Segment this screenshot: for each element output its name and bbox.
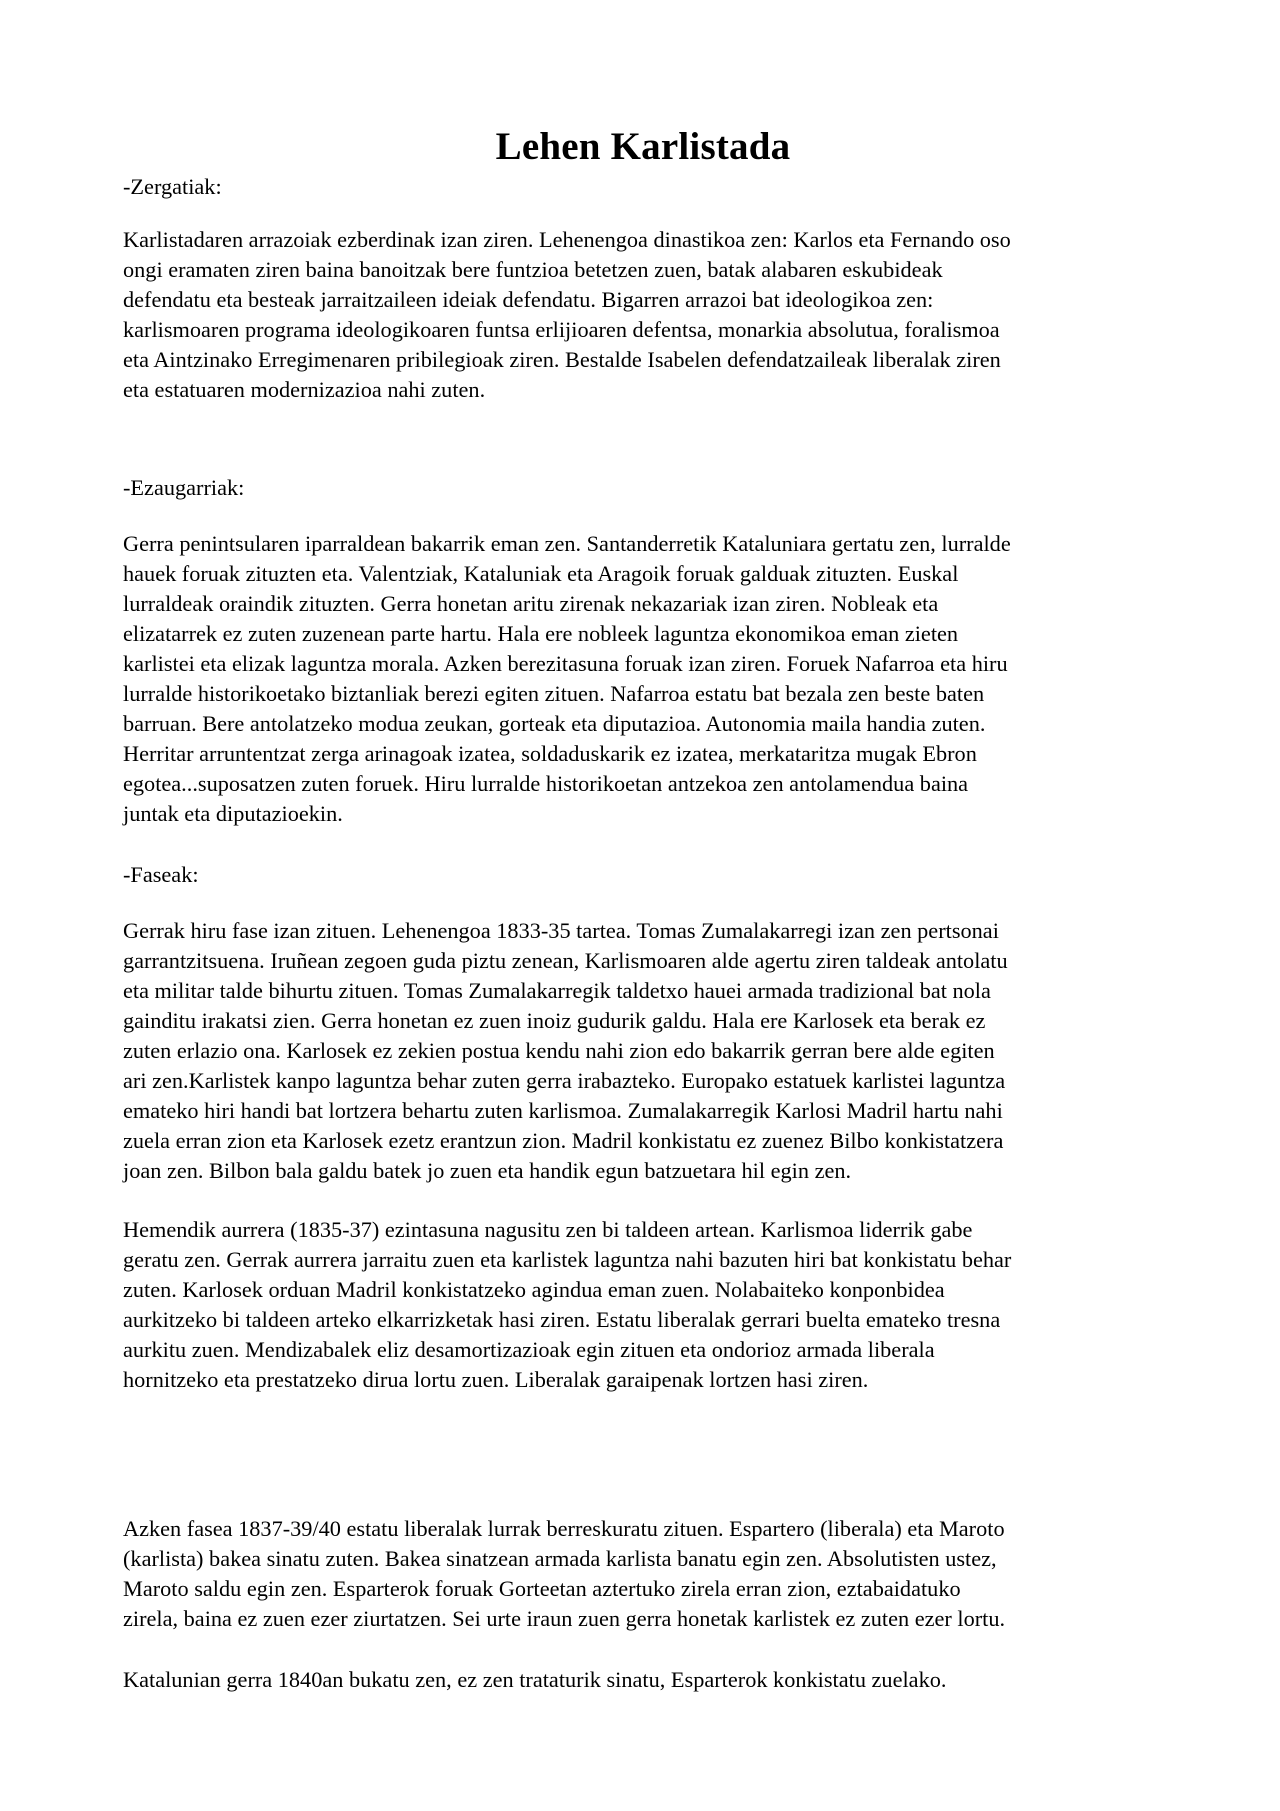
text-line: karlismoaren programa ideologikoaren funtsa erlijioaren defentsa, monarkia absolutua, foralismoa	[123, 317, 1000, 342]
text-line: Karlistadaren arrazoiak ezberdinak izan ziren. Lehenengoa dinastikoa zen: Karlos eta Fernando oso	[123, 227, 1011, 252]
section-heading-ezaugarriak: -Ezaugarriak:	[123, 475, 245, 500]
text-line: ongi eramaten ziren baina banoitzak bere funtzioa betetzen zuen, batak alabaren eskubideak	[123, 257, 943, 282]
text-line: zirela, baina ez zuen ezer ziurtatzen. Sei urte iraun zuen gerra honetak karlistek ez zuten ezer lortu.	[123, 1606, 1006, 1631]
text-line: Gerrak hiru fase izan zituen. Lehenengoa 1833-35 tartea. Tomas Zumalakarregi izan zen pertsonai	[123, 918, 999, 943]
text-line: zuten. Karlosek orduan Madril konkistatzeko agindua eman zuen. Nolabaiteko konponbidea	[123, 1277, 945, 1302]
section-heading-zergatiak: -Zergatiak:	[123, 174, 222, 199]
text-line: aurkitu zuen. Mendizabalek eliz desamortizazioak egin zituen eta ondorioz armada liberala	[123, 1337, 935, 1362]
text-line: lurraldeak oraindik zituzten. Gerra honetan aritu zirenak nekazariak izan ziren. Nobleak eta	[123, 591, 939, 616]
text-line: ari zen.Karlistek kanpo laguntza behar zuten gerra irabazteko. Europako estatuek karlistei laguntza	[123, 1068, 1006, 1093]
text-line: egotea...suposatzen zuten foruek. Hiru lurralde historikoetan antzekoa zen antolamendua baina	[123, 771, 969, 796]
text-line: Hemendik aurrera (1835-37) ezintasuna nagusitu zen bi taldeen artean. Karlismoa liderrik gabe	[123, 1217, 973, 1242]
text-line: lurralde historikoetako biztanliak berezi egiten zituen. Nafarroa estatu bat bezala zen beste baten	[123, 681, 985, 706]
paragraph-faseak-2	[123, 1215, 1163, 1395]
paragraph-zergatiak	[123, 225, 1163, 405]
text-line: geratu zen. Gerrak aurrera jarraitu zuen eta karlistek laguntza nahi bazuten hiri bat konkistatu behar	[123, 1247, 1012, 1272]
text-line: eta militar talde bihurtu zituen. Tomas Zumalakarregik taldetxo hauei armada tradizional bat nola	[123, 978, 991, 1003]
text-line: gainditu irakatsi zien. Gerra honetan ez zuen inoiz gudurik galdu. Hala ere Karlosek eta berak ez	[123, 1008, 986, 1033]
section-heading-faseak: -Faseak:	[123, 862, 199, 887]
paragraph-faseak-3	[123, 1514, 1163, 1634]
text-line: eta Aintzinako Erregimenaren pribilegioak ziren. Bestalde Isabelen defendatzaileak liberalak ziren	[123, 347, 1001, 372]
text-line: elizatarrek ez zuten zuzenean parte hartu. Hala ere nobleek laguntza ekonomikoa eman zieten	[123, 621, 959, 646]
paragraph-faseak-1	[123, 916, 1163, 1186]
text-line: (karlista) bakea sinatu zuten. Bakea sinatzean armada karlista banatu egin zen. Absolutisten ustez,	[123, 1546, 997, 1571]
text-line: zuela erran zion eta Karlosek ezetz erantzun zion. Madril konkistatu ez zuenez Bilbo konkistatzera	[123, 1128, 1004, 1153]
text-line: eta estatuaren modernizazioa nahi zuten.	[123, 377, 486, 402]
text-line: hornitzeko eta prestatzeko dirua lortu zuen. Liberalak garaipenak lortzen hasi ziren.	[123, 1367, 869, 1392]
text-line: juntak eta diputazioekin.	[123, 801, 343, 826]
text-line: defendatu eta besteak jarraitzaileen ideiak defendatu. Bigarren arrazoi bat ideologikoa zen:	[123, 287, 934, 312]
text-line: Maroto saldu egin zen. Esparterok foruak Gorteetan aztertuko zirela erran zion, eztabaidatuko	[123, 1576, 961, 1601]
text-line: Gerra penintsularen iparraldean bakarrik eman zen. Santanderretik Kataluniara gertatu zen, lurralde	[123, 531, 1011, 556]
text-line: Katalunian gerra 1840an bukatu zen, ez zen trataturik sinatu, Esparterok konkistatu zuelako.	[123, 1667, 947, 1692]
text-line: barruan. Bere antolatzeko modua zeukan, gorteak eta diputazioa. Autonomia maila handia zuten.	[123, 711, 986, 736]
text-line: aurkitzeko bi taldeen arteko elkarrizketak hasi ziren. Estatu liberalak gerrari buelta emateko tresna	[123, 1307, 1001, 1332]
page-title: Lehen Karlistada	[495, 125, 791, 168]
paragraph-ezaugarriak	[123, 529, 1163, 829]
text-line: karlistei eta elizak laguntza morala. Azken berezitasuna foruak izan ziren. Foruek Nafarroa eta hiru	[123, 651, 1008, 676]
text-line: joan zen. Bilbon bala galdu batek jo zuen eta handik egun batzuetara hil egin zen.	[123, 1158, 852, 1183]
text-line: Azken fasea 1837-39/40 estatu liberalak lurrak berreskuratu zituen. Espartero (liberala) eta Maroto	[123, 1516, 1005, 1541]
text-line: Herritar arruntentzat zerga arinagoak izatea, soldaduskarik ez izatea, merkataritza mugak Ebron	[123, 741, 977, 766]
text-line: garrantzitsuena. Iruñean zegoen guda piztu zenean, Karlismoaren alde agertu ziren taldeak antolatu	[123, 948, 1008, 973]
text-line: emateko hiri handi bat lortzera behartu zuten karlismoa. Zumalakarregik Karlosi Madril hartu nahi	[123, 1098, 1003, 1123]
text-line: hauek foruak zituzten eta. Valentziak, Kataluniak eta Aragoik foruak galduak zituzten. Euskal	[123, 561, 959, 586]
text-line: zuten erlazio ona. Karlosek ez zekien postua kendu nahi zion edo bakarrik gerran bere alde egiten	[123, 1038, 995, 1063]
paragraph-faseak-4	[123, 1665, 1163, 1695]
